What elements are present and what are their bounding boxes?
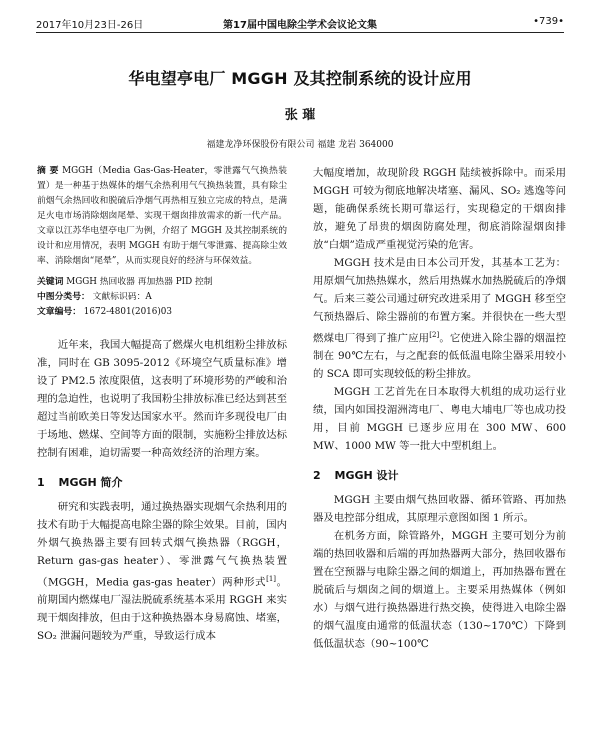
- section-heading-1: [37, 474, 287, 490]
- header-journal: 第17届中国电除尘学术会议论文集: [223, 20, 377, 31]
- right-column: [313, 164, 566, 736]
- citation-1: [1]: [266, 575, 277, 583]
- article-number: [37, 305, 287, 320]
- article-number-label: 文章编号：: [37, 307, 81, 317]
- section-1-paragraph: [37, 498, 287, 645]
- section-1-text: 研究和实践表明，通过换热器实现烟气余热利用的技术有助于大幅提高电除尘器的除尘效果。目前，国内外烟气换热器主要有回转式烟气换热器（RGGH，Return gas-gas heater）、零泄露气气换热装置（MGGH，Media gas-gas heater）两种形式: [37, 501, 287, 589]
- running-header: [36, 12, 564, 33]
- section-2-number: 2: [313, 469, 321, 483]
- right-paragraph-3: MGGH 工艺首先在日本取得大机组的成功运行业绩，国内如国投湄洲湾电厂、粤电大埔电厂等也成功投用，目前 MGGH 已逐步应用在 300 MW、600 MW、1000 MW 等一批大中型机组上。: [313, 386, 566, 453]
- section-1-text-tail: 。前期国内燃煤电厂湿法脱硫系统基本采用 RGGH 来实现干烟囱排放，但由于这种换热器本身易腐蚀、堵塞，SO₂ 泄漏问题较为严重，导致运行成本: [37, 576, 287, 643]
- section-2-paragraph-2: 在机务方面，除管路外，MGGH 主要可划分为前端的热回收器和后端的再加热器两大部分，热回收器布置在空预器与电除尘器之间的烟道上，再加热器布置在脱硫后与烟囱之间的烟道上。主要采用热媒体（例如水）与烟气进行换热器进行热交换，使得进入电除尘器的烟气温度由通常的低温状态（130~170℃）下降到低低温状态（90~100℃: [313, 530, 566, 651]
- right-paragraph-2-text: MGGH 技术是由日本公司开发，其基本工艺为：用原烟气加热热媒水，然后用热媒水加热脱硫后的净烟气。后来三菱公司通过研究改进采用了 MGGH 移至空气预热器后、除尘器前的布置方案。并很快在一些大型燃煤电厂得到了推广应用: [313, 257, 566, 345]
- right-paragraph-1: 大幅度增加，故现阶段 RGGH 陆续被拆除中。而采用 MGGH 可较为彻底地解决堵塞、漏风、SO₂ 逃逸等问题，能确保系统长期可靠运行，实现稳定的干烟囱排放，避免了昂贵的烟囱防腐处理，彻底消除湿烟囱排放“白烟”造成严重视觉污染的危害。: [313, 167, 566, 251]
- clc-number: [37, 290, 287, 305]
- citation-2: [2]: [429, 331, 440, 339]
- intro-paragraph: 近年来，我国大幅提高了燃煤火电机组粉尘排放标准，同时在 GB 3095-2012《环境空气质量标准》增设了 PM2.5 浓度限值，这表明了环境形势的严峻和治理的急迫性，也说明了我国粉尘排放标准已经达到甚至超过当前欧美日等发达国家水平。然而许多现役电厂由于场地、燃煤、空间等方面的限制，实施粉尘排放达标控制有困难，迫切需要一种高效经济的治理方案。: [37, 339, 287, 459]
- section-2-paragraph-1: MGGH 主要由烟气热回收器、循环管路、再加热器及电控部分组成，其原理示意图如图 1 所示。: [313, 494, 566, 525]
- left-column: [37, 164, 287, 736]
- abstract-text: MGGH（Media Gas-Gas-Heater，零泄露气气换热装置）是一种基于热媒体的烟气余热利用气气换热装置，具有除尘前烟气余热回收和脱硫后净烟气再热相互独立完成的特点，是满足火电市场消除烟囱尾晕、实现干烟囱排放需求的新一代产品。文章以江苏华电望亭电厂为例，介绍了 MGGH 及其控制系统的设计和应用情况，表明 MGGH 有助于烟气零泄露、提高除尘效率、消除烟囱“尾晕”，从而实现良好的经济与环保效益。: [37, 166, 287, 266]
- paper-affiliation: 福建龙净环保股份有限公司 福建 龙岩 364000: [206, 140, 394, 150]
- keywords-text: MGGH 热回收器 再加热器 PID 控制: [66, 277, 213, 287]
- keywords: [37, 275, 287, 290]
- section-2-title: MGGH 设计: [334, 469, 399, 483]
- right-paragraph-2: [313, 254, 566, 383]
- section-1-title: MGGH 简介: [58, 476, 123, 489]
- keywords-label: 关键词: [37, 277, 64, 287]
- abstract-label: 摘 要: [37, 166, 59, 176]
- clc-text: 文献标识码：A: [92, 292, 152, 302]
- paper-title: 华电望亭电厂 MGGH 及其控制系统的设计应用: [128, 69, 472, 88]
- right-paragraph-2-tail: 。它使进入除尘器的烟温控制在 90℃左右，与之配套的低低温电除尘器采用较小的 SCA 即可实现较低的粉尘排放。: [313, 332, 566, 381]
- header-date: 2017年10月23日-26日: [36, 20, 144, 31]
- section-1-number: 1: [37, 476, 45, 489]
- section-heading-2: [313, 467, 566, 483]
- abstract: [37, 164, 287, 269]
- clc-label: 中图分类号：: [37, 292, 90, 302]
- paper-author: 张 璀: [284, 108, 316, 123]
- article-number-text: 1672-4801(2016)03: [83, 307, 172, 317]
- header-page-number: •739•: [533, 16, 564, 27]
